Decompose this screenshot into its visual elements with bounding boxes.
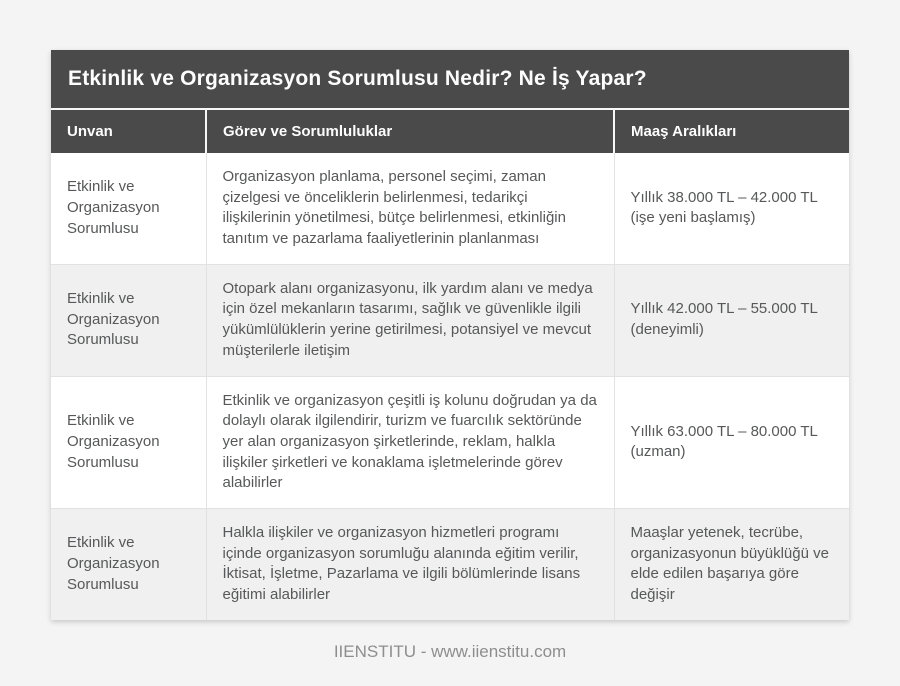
page-title: Etkinlik ve Organizasyon Sorumlusu Nedir? Ne İş Yapar? <box>51 50 849 110</box>
column-header-gorev: Görev ve Sorumluluklar <box>206 110 614 153</box>
table-row <box>51 508 849 619</box>
cell-job-title: Etkinlik ve Organizasyon Sorumlusu <box>51 376 206 508</box>
cell-job-title: Etkinlik ve Organizasyon Sorumlusu <box>51 508 206 619</box>
cell-duties: Halkla ilişkiler ve organizasyon hizmetleri programı içinde organizasyon sorumluğu alanında eğitim verilir, İktisat, İşletme, Pazarlama ve ilgili bölümlerinde lisans eğitimi alabilirler <box>206 508 614 619</box>
table-row <box>51 376 849 508</box>
cell-salary: Yıllık 42.000 TL – 55.000 TL (deneyimli) <box>614 264 849 376</box>
cell-salary: Maaşlar yetenek, tecrübe, organizasyonun büyüklüğü ve elde edilen başarıya göre değişir <box>614 508 849 619</box>
column-header-maas: Maaş Aralıkları <box>614 110 849 153</box>
column-header-unvan: Unvan <box>51 110 206 153</box>
cell-salary: Yıllık 38.000 TL – 42.000 TL (işe yeni başlamış) <box>614 153 849 264</box>
cell-job-title: Etkinlik ve Organizasyon Sorumlusu <box>67 178 160 237</box>
cell-duties: Otopark alanı organizasyonu, ilk yardım alanı ve medya için özel mekanların tasarımı, sağlık ve güvenlikle ilgili yükümlülüklerin yerine getirilmesi, potansiyel ve mevcut müşterilerle iletişim <box>206 264 614 376</box>
table-header-row <box>51 110 849 153</box>
footer-credit: IIENSTITU - www.iienstitu.com <box>333 641 567 661</box>
cell-job-title: Etkinlik ve Organizasyon Sorumlusu <box>51 264 206 376</box>
cell-duties: Organizasyon planlama, personel seçimi, zaman çizelgesi ve önceliklerin belirlenmesi, tedarikçi ilişkilerinin yönetilmesi, bütçe belirlenmesi, etkinliğin tanıtım ve pazarlama faaliyetlerinin planlanması <box>206 153 614 264</box>
cell-salary: Yıllık 63.000 TL – 80.000 TL (uzman) <box>614 376 849 508</box>
table-row <box>51 153 849 264</box>
table-row <box>51 264 849 376</box>
job-table <box>51 110 849 620</box>
cell-duties: Etkinlik ve organizasyon çeşitli iş kolunu doğrudan ya da dolaylı olarak ilgilendirir, turizm ve fuarcılık sektöründe yer alan organizasyon şirketlerinde, reklam, halkla ilişkiler şirketleri ve konaklama işletmelerinde görev alabilirler <box>206 376 614 508</box>
job-info-card <box>51 50 849 620</box>
